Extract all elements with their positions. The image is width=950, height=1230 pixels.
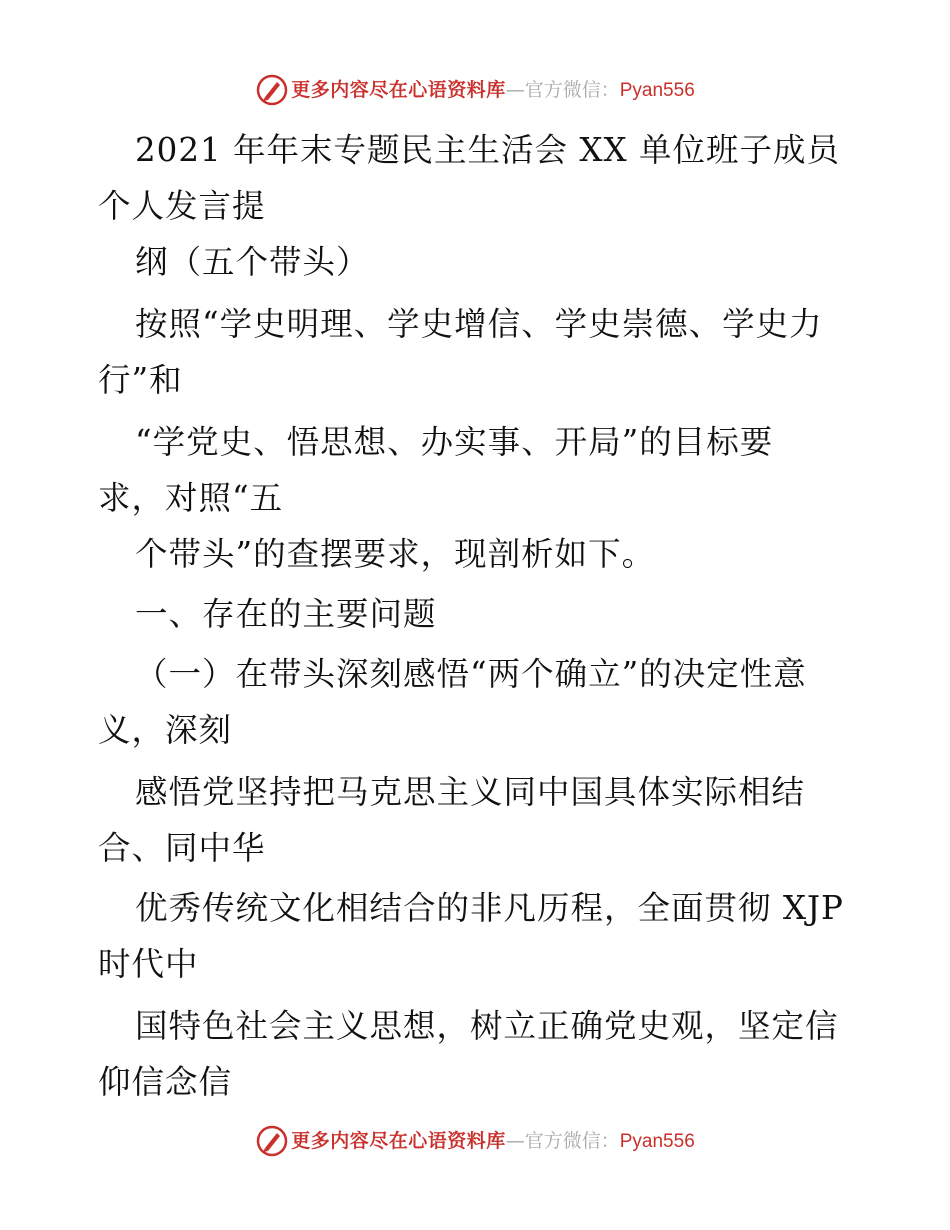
- footer-banner: [0, 1121, 950, 1161]
- text-line: 国特色社会主义思想，树立正确党史观，坚定信: [135, 1007, 839, 1045]
- text-line: 按照“学史明理、学史增信、学史崇德、学史力: [135, 305, 823, 343]
- header-banner: [0, 70, 950, 110]
- banner-wechat-label: 官方微信：: [524, 78, 620, 101]
- text-line: 感悟党坚持把马克思主义同中国具体实际相结: [135, 773, 806, 811]
- banner-dash: —: [505, 78, 525, 101]
- text-line: 优秀传统文化相结合的非凡历程，全面贯彻 XJP: [135, 889, 844, 927]
- text-line: 义，深刻: [98, 711, 233, 749]
- text-line: 行”和: [98, 361, 183, 399]
- banner-wechat-id: Pyan556: [619, 1130, 695, 1152]
- text-line: 个人发言提: [98, 187, 266, 225]
- text-line: 仰信念信: [98, 1063, 233, 1101]
- pen-circle-logo-icon: [255, 1124, 289, 1158]
- banner-site-text: 更多内容尽在心语资料库: [291, 78, 506, 101]
- text-line: 2021 年年末专题民主生活会 XX 单位班子成员: [135, 131, 840, 169]
- text-line: （一）在带头深刻感悟“两个确立”的决定性意: [135, 655, 807, 693]
- text-line: 纲（五个带头）: [135, 243, 370, 281]
- pen-circle-logo-icon: [255, 73, 289, 107]
- banner-dash: —: [505, 1129, 525, 1152]
- banner-wechat-id: Pyan556: [619, 79, 695, 101]
- text-line: 求，对照“五: [98, 479, 284, 517]
- text-line: 合、同中华: [98, 829, 266, 867]
- text-line: 时代中: [98, 945, 199, 983]
- text-line: 一、存在的主要问题: [135, 595, 437, 633]
- banner-site-text: 更多内容尽在心语资料库: [291, 1129, 506, 1152]
- text-line: 个带头”的查摆要求，现剖析如下。: [135, 535, 656, 573]
- banner-wechat-label: 官方微信：: [524, 1129, 620, 1152]
- text-line: “学党史、悟思想、办实事、开局”的目标要: [135, 423, 774, 461]
